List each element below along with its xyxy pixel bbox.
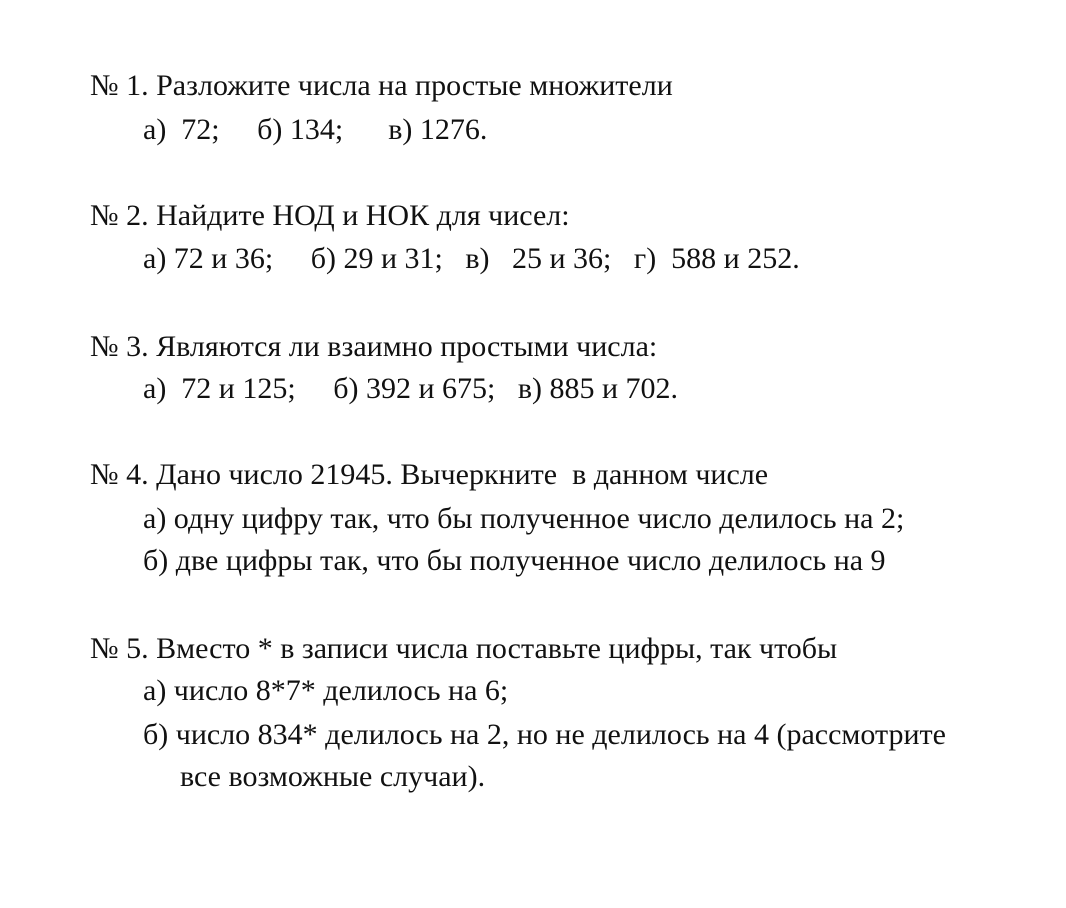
problem-5-item-b-continued: все возможные случаи). bbox=[180, 760, 486, 793]
problem-2-items: а) 72 и 36; б) 29 и 31; в) 25 и 36; г) 588 и 252. bbox=[143, 242, 800, 275]
problem-5-item-a: а) число 8*7* делилось на 6; bbox=[143, 674, 509, 707]
problem-3-items: а) 72 и 125; б) 392 и 675; в) 885 и 702. bbox=[143, 372, 679, 405]
problem-4-item-b: б) две цифры так, что бы полученное число делилось на 9 bbox=[143, 544, 886, 577]
problem-5-title: № 5. Вместо * в записи числа поставьте цифры, так чтобы bbox=[90, 632, 838, 665]
problem-1-items: а) 72; б) 134; в) 1276. bbox=[143, 113, 488, 146]
problem-3-title: № 3. Являются ли взаимно простыми числа: bbox=[90, 330, 658, 363]
problem-4-title: № 4. Дано число 21945. Вычеркните в данном числе bbox=[90, 458, 769, 491]
problem-2-title: № 2. Найдите НОД и НОК для чисел: bbox=[90, 199, 570, 232]
problem-4-item-a: а) одну цифру так, что бы полученное число делилось на 2; bbox=[143, 502, 905, 535]
problem-1-title: № 1. Разложите числа на простые множители bbox=[90, 69, 673, 102]
problem-5-item-b: б) число 834* делилось на 2, но не делилось на 4 (рассмотрите bbox=[143, 718, 946, 751]
